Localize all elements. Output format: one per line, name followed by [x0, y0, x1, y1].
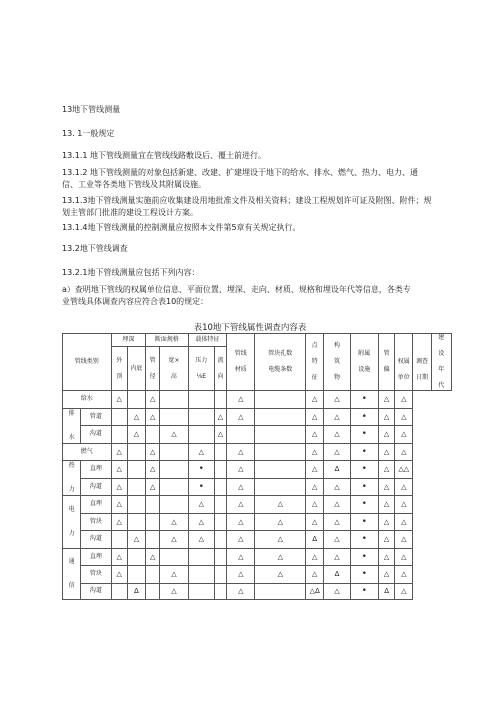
table-cell-mark: △	[378, 548, 394, 566]
table-cell-mark: △	[378, 531, 394, 549]
table-row	[63, 566, 452, 584]
table-cell-mark	[146, 496, 160, 514]
header-cable-count: 管块孔数 电缆条数	[255, 334, 306, 391]
table-cell-mark: △	[160, 583, 188, 599]
header-carrier-feature: 载体特征	[188, 334, 226, 347]
table-cell-mark	[255, 443, 306, 461]
table-cell-mark: △	[324, 496, 350, 514]
header-pipeline-type: 管线类别	[63, 334, 112, 391]
table-cell-mark: △	[127, 408, 145, 426]
table-cell-mark	[214, 583, 226, 599]
table-row	[63, 408, 452, 426]
table-cell-mark: •	[350, 408, 378, 426]
table-cell-mark	[127, 496, 145, 514]
item-a-line1: a）查明地下管线的权属单位信息、平面位置、埋深、走向、材质、规格和埋设年代等信息，各类专	[62, 285, 411, 294]
table-cell-mark: △	[255, 531, 306, 549]
table-cell-mark: •	[350, 461, 378, 479]
header-point-feature: 点 特 征	[306, 334, 324, 391]
table-cell-mark: △	[324, 513, 350, 531]
table-cell-mark: △	[146, 461, 160, 479]
header-section-spec: 断面规格	[146, 334, 189, 347]
table-cell-mark: △	[306, 478, 324, 496]
table-cell-mark	[160, 443, 188, 461]
table-cell-mark	[127, 566, 145, 584]
table-cell-mark	[188, 391, 214, 409]
table-cell-mark: △	[146, 478, 160, 496]
table-cell-mark	[127, 391, 145, 409]
clause-13-1-2-line2: 信、工业等各类地下管线及其附属设施。	[62, 180, 206, 189]
table-cell-mark	[146, 426, 160, 444]
table-cell-mark: △	[111, 548, 127, 566]
table-cell-mark: △	[395, 513, 413, 531]
table-cell-mark: △	[146, 443, 160, 461]
table-cell-mark: •	[350, 478, 378, 496]
table-cell-mark	[146, 583, 160, 599]
table-cell-mark	[255, 461, 306, 479]
row-category-label: 给水	[63, 391, 112, 409]
table-cell-mark: △	[378, 408, 394, 426]
table-row	[63, 443, 452, 461]
table-row	[63, 531, 452, 549]
table-cell-mark: △	[127, 426, 145, 444]
table-cell-mark: △	[227, 443, 255, 461]
clause-13-1-4: 13.1.4地下管线测量的控制测量应按照本文件第5章有关规定执行。	[62, 223, 301, 232]
table-cell-mark: △	[395, 566, 413, 584]
row-subtype-label: 沟道	[81, 531, 111, 549]
table-cell-mark: △	[127, 531, 145, 549]
table-cell-mark: △	[227, 408, 255, 426]
table-cell-mark: △	[324, 443, 350, 461]
table-cell-mark: △	[306, 566, 324, 584]
table-cell-mark: △△	[395, 461, 413, 479]
table-cell-mark	[214, 566, 226, 584]
table-cell-mark	[188, 583, 214, 599]
table-cell-mark: △	[214, 408, 226, 426]
row-subtype-label: 直埋	[81, 496, 111, 514]
table-cell-mark	[160, 496, 188, 514]
table-cell-mark: Δ	[127, 583, 145, 599]
table-cell-mark	[227, 426, 255, 444]
table-cell-mark	[127, 513, 145, 531]
table-cell-mark	[188, 566, 214, 584]
header-material: 管线 材质	[227, 334, 255, 391]
table-cell-mark: △	[227, 496, 255, 514]
table-cell-mark	[214, 478, 226, 496]
table-cell-mark: •	[350, 548, 378, 566]
row-subtype-label: 管块	[81, 566, 111, 584]
table-cell-mark: △	[111, 443, 127, 461]
table-cell-mark: △	[227, 531, 255, 549]
table-cell-mark: △	[395, 426, 413, 444]
table-cell-mark: △	[227, 566, 255, 584]
clause-13-1-2-line1: 13.1.2 地下管线测量的对象包括新建、改建、扩建埋设于地下的给水、排水、燃气、热力、电力、通	[62, 168, 418, 177]
table-cell-mark	[214, 496, 226, 514]
table-cell-mark: △	[395, 583, 413, 599]
table-cell-mark	[255, 391, 306, 409]
section-heading-survey: 13.2地下管线调查	[62, 244, 128, 253]
row-subtype-label: 直埋	[81, 548, 111, 566]
header-pressure: 压力 ⅛E	[188, 347, 214, 391]
table-cell-mark: Δ	[306, 531, 324, 549]
table-cell-mark: •	[350, 391, 378, 409]
table-cell-mark	[255, 408, 306, 426]
table-cell-mark: △	[160, 513, 188, 531]
table-cell-mark: △	[255, 513, 306, 531]
table-cell-mark	[146, 566, 160, 584]
row-subtype-label: 管道	[81, 408, 111, 426]
table-cell-mark	[160, 391, 188, 409]
table-row	[63, 583, 452, 599]
row-subtype-label: 沟道	[81, 478, 111, 496]
table-cell-mark: △	[255, 566, 306, 584]
table-cell-mark: △	[255, 548, 306, 566]
table-cell-mark: △	[111, 496, 127, 514]
table-cell-mark: △	[378, 391, 394, 409]
header-flow-direction: 流 向	[214, 347, 226, 391]
table-cell-mark: •	[350, 583, 378, 599]
row-category-label: 燃气	[63, 443, 112, 461]
row-subtype-label: 直埋	[81, 461, 111, 479]
table-cell-mark	[214, 443, 226, 461]
row-group-label: 通 信	[63, 548, 81, 599]
table-cell-mark: •	[350, 443, 378, 461]
table-cell-mark: △	[227, 478, 255, 496]
table-cell-mark: △	[227, 391, 255, 409]
table-row	[63, 548, 452, 566]
header-accessory: 附属 设施	[350, 334, 378, 391]
table-cell-mark	[255, 583, 306, 599]
header-owner: 权属 单位	[395, 334, 413, 391]
table-cell-mark	[214, 461, 226, 479]
table-cell-mark: △	[111, 478, 127, 496]
table-cell-mark	[127, 461, 145, 479]
table-cell-mark	[111, 426, 127, 444]
table-cell-mark	[160, 408, 188, 426]
table-cell-mark: △	[227, 461, 255, 479]
section-heading-general: 13. 1一般规定	[62, 129, 115, 138]
table-cell-mark: △	[111, 391, 127, 409]
table-cell-mark: △	[146, 408, 160, 426]
table-cell-mark	[160, 548, 188, 566]
table-cell-mark	[127, 443, 145, 461]
header-survey-date: 调查 日期	[413, 334, 431, 391]
table-cell-mark: △	[255, 496, 306, 514]
chapter-heading: 13地下管线测量	[62, 105, 121, 114]
table-cell-mark: •	[188, 478, 214, 496]
table-cell-mark: △	[324, 583, 350, 599]
table-cell-mark: △	[324, 391, 350, 409]
table-row	[63, 391, 452, 409]
table-cell-mark: △	[378, 443, 394, 461]
table-cell-mark	[146, 513, 160, 531]
row-group-label: 排 水	[63, 408, 81, 443]
table-cell-mark: △	[188, 513, 214, 531]
table-cell-mark: △	[378, 496, 394, 514]
table-body	[63, 391, 452, 600]
table-cell-mark: △	[160, 426, 188, 444]
table-cell-mark	[111, 408, 127, 426]
table-cell-mark	[214, 513, 226, 531]
table-cell-mark: •	[350, 566, 378, 584]
table-cell-mark	[188, 408, 214, 426]
table-cell-mark: △	[324, 478, 350, 496]
header-inner-bottom: 内底	[127, 347, 145, 391]
header-structure: 构 筑 物	[324, 334, 350, 391]
table-cell-mark: △	[395, 496, 413, 514]
table-row	[63, 478, 452, 496]
table-cell-mark: △	[306, 443, 324, 461]
table-cell-mark: △	[306, 391, 324, 409]
table-cell-mark: △	[395, 408, 413, 426]
header-pipe-diameter: 管 径	[146, 347, 160, 391]
table-cell-mark: △	[324, 408, 350, 426]
table-cell-mark: △	[378, 461, 394, 479]
table-cell-mark: △	[306, 513, 324, 531]
clause-13-1-1: 13.1.1 地下管线测量宜在管线线路敷设后、覆土前进行。	[62, 151, 266, 160]
table-cell-mark	[160, 478, 188, 496]
table-cell-mark: △	[395, 391, 413, 409]
table-cell-mark: △	[227, 583, 255, 599]
table-cell-mark: △	[306, 461, 324, 479]
table-cell-mark: △	[324, 426, 350, 444]
table-cell-mark	[255, 426, 306, 444]
table-cell-mark: •	[350, 531, 378, 549]
header-build-year: 建 设 年 代	[431, 334, 451, 391]
table-cell-mark: •	[350, 426, 378, 444]
table-cell-mark: △	[306, 496, 324, 514]
table-row	[63, 426, 452, 444]
table-cell-mark	[146, 531, 160, 549]
table-cell-mark: △	[160, 531, 188, 549]
table-cell-mark: △	[111, 513, 127, 531]
table-cell-mark: △	[395, 443, 413, 461]
table-row	[63, 496, 452, 514]
table-cell-mark: △	[395, 478, 413, 496]
table-cell-mark	[111, 531, 127, 549]
table-cell-mark: △	[188, 496, 214, 514]
table-cell-mark: Δ	[324, 461, 350, 479]
clause-13-2-1: 13.2.1地下管线测量应包括下列内容：	[62, 268, 200, 277]
header-burial-depth: 埋深	[111, 334, 145, 347]
clause-13-1-3-line1: 13.1.3地下管线测量实施前应收集建设用地批准文件及相关资料；建设工程规划许可证及附图、附件；规	[62, 196, 432, 205]
clause-13-1-3-line2: 划主管部门批准的建设工程设计方案。	[62, 208, 198, 217]
table-cell-mark: △	[111, 461, 127, 479]
table-cell-mark: •	[350, 513, 378, 531]
table-cell-mark: △	[378, 426, 394, 444]
pipeline-attribute-table	[62, 333, 452, 600]
row-group-label: 电 力	[63, 496, 81, 549]
table-cell-mark: △	[395, 548, 413, 566]
header-width-height: 宽× 高	[160, 347, 188, 391]
table-cell-mark	[214, 531, 226, 549]
table-cell-mark	[127, 548, 145, 566]
table-cell-mark: △	[378, 566, 394, 584]
table-row	[63, 513, 452, 531]
table-cell-mark: △	[378, 513, 394, 531]
table-cell-mark: △	[227, 513, 255, 531]
row-subtype-label: 管块	[81, 513, 111, 531]
table-cell-mark: △	[306, 408, 324, 426]
table-cell-mark: △Δ	[306, 583, 324, 599]
table-cell-mark	[188, 426, 214, 444]
table-row	[63, 461, 452, 479]
table-cell-mark: Δ	[378, 583, 394, 599]
table-cell-mark: △	[111, 566, 127, 584]
table-cell-mark	[214, 548, 226, 566]
table-cell-mark: △	[146, 548, 160, 566]
row-subtype-label: 沟道	[81, 426, 111, 444]
header-tube-offset: 管 偏	[378, 334, 394, 391]
table-cell-mark	[160, 461, 188, 479]
row-subtype-label: 沟道	[81, 583, 111, 599]
table-cell-mark: △	[306, 548, 324, 566]
table-cell-mark: △	[324, 548, 350, 566]
table-cell-mark: △	[188, 443, 214, 461]
table-cell-mark: △	[324, 531, 350, 549]
table-cell-mark	[111, 583, 127, 599]
table-cell-mark: △	[306, 426, 324, 444]
table-cell-mark	[255, 478, 306, 496]
table-cell-mark: •	[350, 496, 378, 514]
header-outer-top: 外 顶	[111, 347, 127, 391]
table-cell-mark: •	[188, 461, 214, 479]
item-a-line2: 业管线具体调查内容应符合表10的规定：	[62, 297, 209, 306]
table-cell-mark: △	[214, 426, 226, 444]
table-caption: 表10地下管线属性调查内容表	[193, 323, 307, 333]
row-group-label: 热 力	[63, 461, 81, 496]
table-cell-mark: △	[227, 548, 255, 566]
table-cell-mark: △	[378, 478, 394, 496]
table-cell-mark	[214, 391, 226, 409]
table-cell-mark: △	[160, 566, 188, 584]
table-cell-mark	[127, 478, 145, 496]
table-cell-mark: △	[188, 531, 214, 549]
table-cell-mark: △	[146, 391, 160, 409]
table-cell-mark: Δ	[324, 566, 350, 584]
table-cell-mark	[188, 548, 214, 566]
table-cell-mark: △	[395, 531, 413, 549]
